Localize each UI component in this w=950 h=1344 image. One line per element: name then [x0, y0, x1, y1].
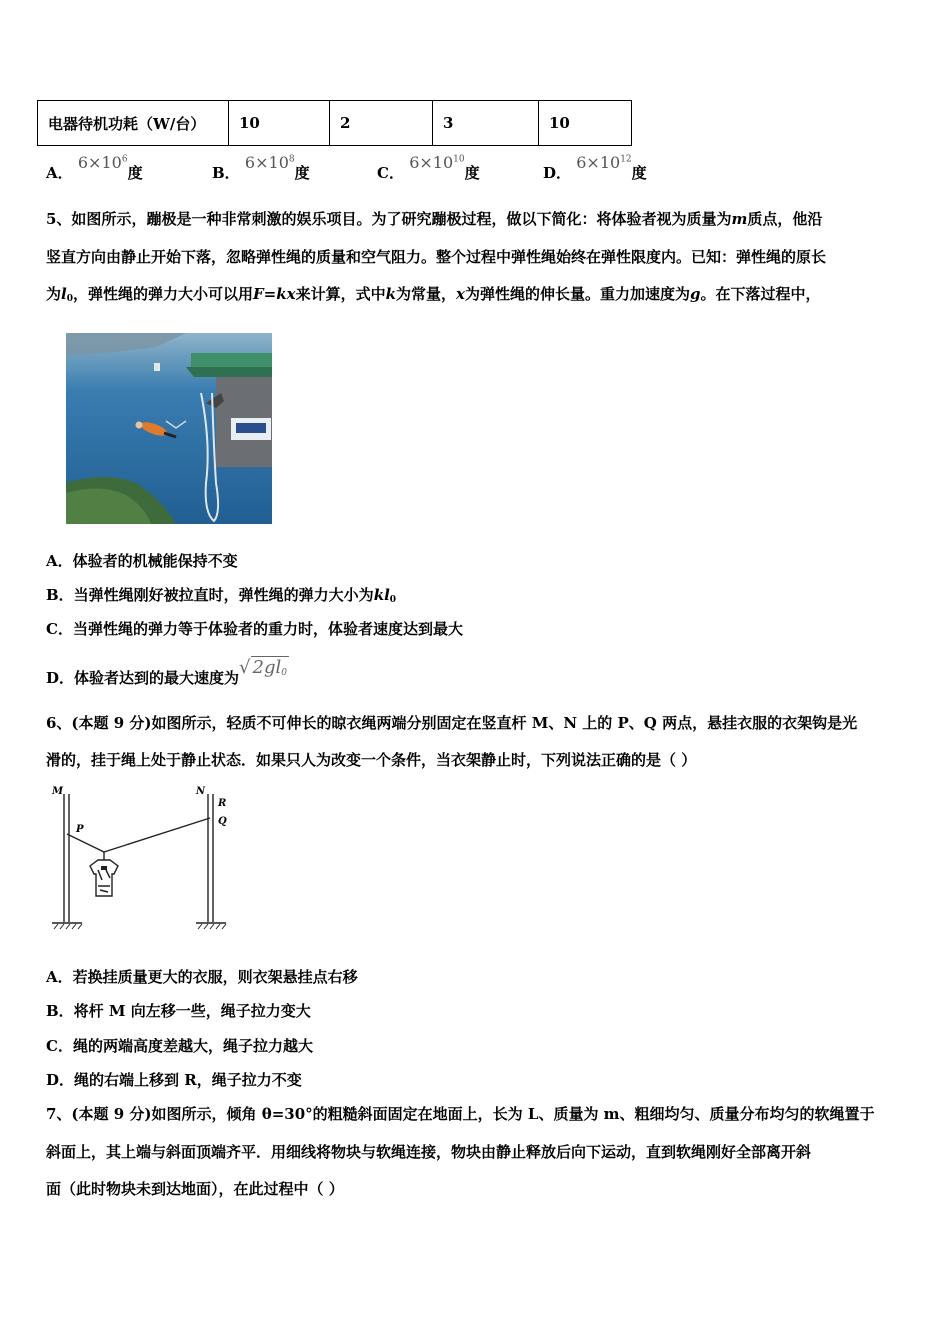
- var-g: g: [689, 285, 701, 303]
- table-cell: 3: [433, 101, 539, 146]
- clothesline-figure: [46, 782, 236, 942]
- sci-base: 6×10: [244, 153, 289, 172]
- text-run: 为: [46, 285, 62, 303]
- text-run: 质点，他沿: [747, 210, 823, 228]
- q5-text-line-3: [46, 287, 820, 304]
- label-q: Q: [218, 816, 227, 827]
- var-sub: 0: [66, 294, 73, 304]
- text-run: 为常量，: [395, 285, 456, 303]
- sci-exponent: 8: [288, 154, 295, 165]
- q4-option-d: [543, 153, 647, 183]
- option-unit: 度: [294, 164, 310, 182]
- option-letter: B．: [212, 164, 240, 182]
- sci-base: 6×10: [77, 153, 122, 172]
- table-row: [38, 101, 632, 146]
- var-x: x: [456, 285, 465, 303]
- q5-option-c: C．当弹性绳的弹力等于体验者的重力时，体验者速度达到最大: [46, 620, 463, 638]
- formula: F=kx: [253, 285, 296, 303]
- option-unit: 度: [127, 164, 143, 182]
- q7-text-line-2: 斜面上，其上端与斜面顶端齐平．用细线将物块与软绳连接，物块由静止释放后向下运动，直到软绳刚好全部离开斜: [46, 1143, 812, 1161]
- text-run: 5、如图所示，蹦极是一种非常刺激的娱乐项目。为了研究蹦极过程，做以下简化：将体验者视为质量为: [46, 210, 732, 228]
- label-n: N: [196, 786, 206, 797]
- label-r: R: [218, 798, 227, 809]
- label-p: P: [76, 824, 84, 835]
- q7-text-line-3: 面（此时物块未到达地面），在此过程中（ ）: [46, 1180, 344, 1198]
- standby-power-table: [37, 100, 632, 146]
- q6-option-b: B．将杆 M 向左移一些，绳子拉力变大: [46, 1002, 311, 1020]
- sci-exponent: 12: [620, 154, 632, 165]
- sci-exponent: 6: [121, 154, 128, 165]
- q5-option-b: [46, 588, 396, 605]
- table-cell: 10: [229, 101, 330, 146]
- formula: kl: [373, 586, 390, 604]
- sqrt-expression: [239, 657, 289, 678]
- q6-option-d: D．绳的右端上移到 R，绳子拉力不变: [46, 1071, 302, 1089]
- text-run: D．体验者达到的最大速度为: [46, 669, 240, 687]
- q7-text-line-1: 7、(本题 9 分)如图所示，倾角 θ=30°的粗糙斜面固定在地面上，长为 L、质量为 m、粗细均匀、质量分布均匀的软绳置于: [46, 1105, 875, 1123]
- option-value: [576, 153, 631, 172]
- q4-option-b: [212, 153, 310, 183]
- sci-base: 6×10: [409, 153, 454, 172]
- var-sub: 0: [281, 668, 287, 678]
- option-unit: 度: [631, 164, 647, 182]
- option-unit: 度: [464, 164, 480, 182]
- bungee-photo: [66, 333, 272, 524]
- q6-option-a: A．若换挂质量更大的衣服，则衣架悬挂点右移: [46, 968, 358, 986]
- var-sub: 0: [389, 595, 397, 605]
- sqrt-symbol-icon: √: [239, 657, 251, 678]
- table-label-cell: 电器待机功耗（W/台）: [38, 101, 229, 146]
- sqrt-radicand: [251, 656, 289, 678]
- option-letter: D．: [543, 164, 572, 182]
- text-run: 。在下落过程中，: [700, 285, 821, 303]
- sci-exponent: 10: [453, 154, 465, 165]
- text-run: B．当弹性绳刚好被拉直时，弹性绳的弹力大小为: [46, 586, 374, 604]
- option-value: [409, 153, 464, 172]
- text-run: ，弹性绳的弹力大小可以用: [72, 285, 253, 303]
- text-run: 来计算，式中: [295, 285, 386, 303]
- var-k: k: [385, 285, 396, 303]
- option-letter: C．: [377, 164, 404, 182]
- q5-option-a: A．体验者的机械能保持不变: [46, 552, 238, 570]
- radicand-text: 2gl: [252, 657, 282, 678]
- option-value: [245, 153, 295, 172]
- q5-text-line-2: 竖直方向由静止开始下落，忽略弹性绳的质量和空气阻力。整个过程中弹性绳始终在弹性限度内。已知：弹性绳的原长: [46, 248, 827, 266]
- table-cell: 2: [330, 101, 433, 146]
- q4-option-c: [377, 153, 480, 183]
- q5-option-d: [46, 657, 289, 688]
- var-m: m: [731, 210, 748, 228]
- option-value: [78, 153, 128, 172]
- label-m: M: [52, 786, 64, 797]
- table-cell: 10: [539, 101, 632, 146]
- q6-text-line-1: 6、(本题 9 分)如图所示，轻质不可伸长的晾衣绳两端分别固定在竖直杆 M、N 上的 P、Q 两点，悬挂衣服的衣架钩是光: [46, 714, 858, 732]
- q6-option-c: C．绳的两端高度差越大，绳子拉力越大: [46, 1037, 313, 1055]
- sci-base: 6×10: [576, 153, 621, 172]
- q6-text-line-2: 滑的，挂于绳上处于静止状态．如果只人为改变一个条件，当衣架静止时，下列说法正确的是（ ）: [46, 751, 697, 769]
- text-run: 为弹性绳的伸长量。重力加速度为: [464, 285, 690, 303]
- option-letter: A．: [46, 164, 73, 182]
- q4-option-a: [46, 153, 143, 183]
- var-l: l: [61, 285, 67, 303]
- q5-text-line-1: [46, 212, 822, 227]
